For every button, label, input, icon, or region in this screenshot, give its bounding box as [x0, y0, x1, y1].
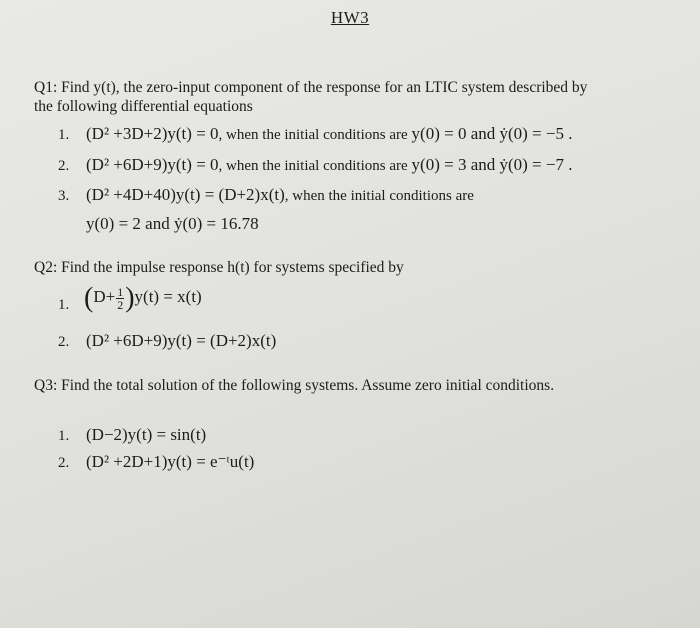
q2-item1-frac-den: 2	[117, 298, 124, 312]
q1-prompt-line2: the following differential equations	[34, 98, 253, 115]
q3-prompt: Q3: Find the total solution of the following systems. Assume zero initial conditions.	[34, 377, 555, 394]
q1-item3-conditions: y(0) = 2 and ẏ(0) = 16.78	[86, 214, 259, 233]
q3-item1-equation: (D−2)y(t) = sin(t)	[86, 425, 207, 444]
q1-item3-conditions-line	[86, 214, 259, 234]
q1-item1-equation: (D² +3D+2)y(t) = 0	[86, 124, 219, 143]
page-title: HW3	[330, 8, 370, 27]
q2-item1-fraction	[116, 286, 124, 311]
q2-prompt: Q2: Find the impulse response h(t) for systems specified by	[34, 259, 404, 276]
q1-prompt-line1: Q1: Find y(t), the zero-input component of the response for an LTIC system described by	[34, 79, 588, 96]
q1-item2-conditions: y(0) = 3 and ẏ(0) = −7 .	[411, 155, 573, 174]
q1-item1-conditions: y(0) = 0 and ẏ(0) = −5 .	[411, 124, 573, 143]
q1-prompt	[34, 78, 587, 116]
q3-item1-number: 1.	[58, 428, 70, 444]
q2-item1-open-paren: (	[84, 282, 94, 314]
q2-item1-eq-pre: D+	[93, 287, 116, 307]
q2-item2-number: 2.	[58, 334, 70, 350]
q2-item2-equation: (D² +6D+9)y(t) = (D+2)x(t)	[86, 331, 277, 350]
q1-item1-number: 1.	[58, 127, 70, 143]
q2-item1-eq-post: y(t) = x(t)	[134, 287, 202, 307]
q1-item3	[86, 185, 474, 205]
q3-item1	[86, 425, 206, 445]
q1-item2	[86, 155, 572, 175]
q2-item1-close-paren: )	[125, 282, 135, 314]
q1-item2-text: , when the initial conditions are	[218, 158, 408, 174]
q1-item3-number: 3.	[58, 188, 70, 204]
q1-item1	[86, 124, 572, 144]
q1-item2-number: 2.	[58, 158, 70, 174]
q2-item1-number: 1.	[58, 297, 70, 313]
q2-item1-frac-num: 1	[117, 285, 124, 299]
q1-item3-text: , when the initial conditions are	[284, 188, 474, 204]
q2-item2	[86, 331, 276, 351]
q1-item2-equation: (D² +6D+9)y(t) = 0	[86, 155, 219, 174]
q3-item2-number: 2.	[58, 455, 70, 471]
q2-item1	[84, 282, 202, 314]
q3-item2	[86, 452, 254, 472]
q1-item1-text: , when the initial conditions are	[218, 127, 408, 143]
q3-item2-equation: (D² +2D+1)y(t) = e⁻ᵗu(t)	[86, 452, 255, 471]
q1-item3-equation: (D² +4D+40)y(t) = (D+2)x(t)	[86, 185, 285, 204]
